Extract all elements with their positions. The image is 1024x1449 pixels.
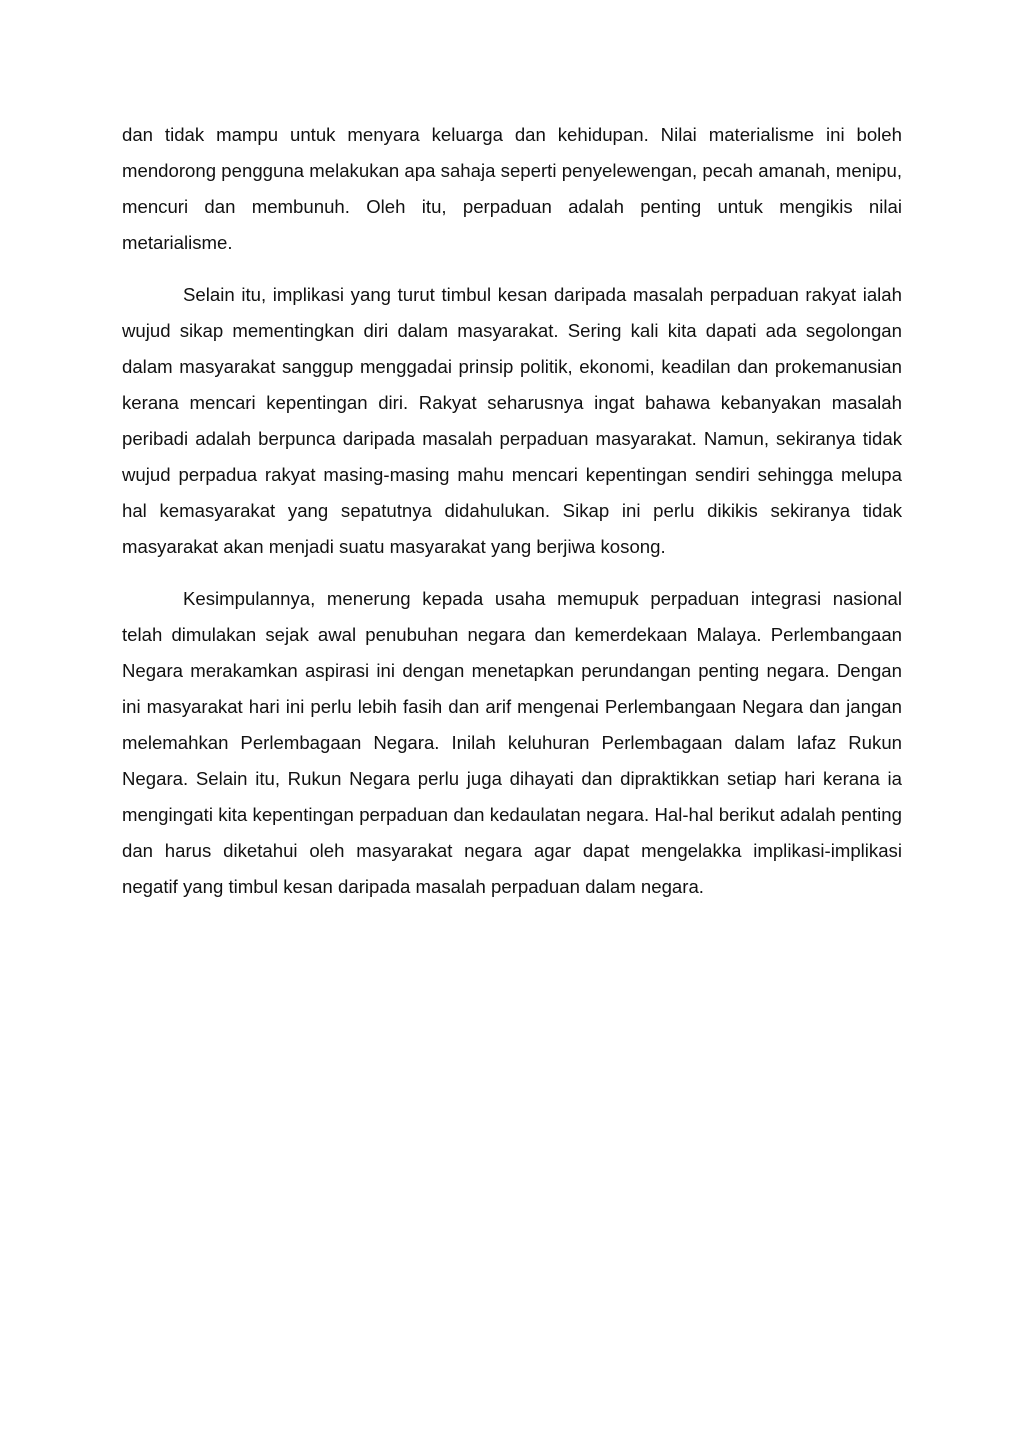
paragraph-implikasi: Selain itu, implikasi yang turut timbul kesan daripada masalah perpaduan rakyat ialah wujud sikap mementingkan diri dalam masyarakat. Sering kali kita dapati ada segolongan dalam masyarakat sanggup menggadai prinsip politik, ekonomi, keadilan dan prokemanusian kerana mencari kepentingan diri. Rakyat seharusnya ingat bahawa kebanyakan masalah peribadi adalah berpunca daripada masalah perpaduan masyarakat. Namun, sekiranya tidak wujud perpadua rakyat masing-masing mahu mencari kepentingan sendiri sehingga melupa hal kemasyarakat yang sepatutnya didahulukan. Sikap ini perlu dikikis sekiranya tidak masyarakat akan menjadi suatu masyarakat yang berjiwa kosong. [122,284,902,557]
paragraph-kesimpulan: Kesimpulannya, menerung kepada usaha memupuk perpaduan integrasi nasional telah dimulakan sejak awal penubuhan negara dan kemerdekaan Malaya. Perlembangaan Negara merakamkan aspirasi ini dengan menetapkan perundangan penting negara. Dengan ini masyarakat hari ini perlu lebih fasih dan arif mengenai Perlembangaan Negara dan jangan melemahkan Perlembagaan Negara. Inilah keluhuran Perlembagaan dalam lafaz Rukun Negara. Selain itu, Rukun Negara perlu juga dihayati dan dipraktikkan setiap hari kerana ia mengingati kita kepentingan perpaduan dan kedaulatan negara. Hal-hal berikut adalah penting dan harus diketahui oleh masyarakat negara agar dapat mengelakka implikasi-implikasi negatif yang timbul kesan daripada masalah perpaduan dalam negara. [122,588,902,897]
paragraph-continuation: dan tidak mampu untuk menyara keluarga dan kehidupan. Nilai materialisme ini boleh mendorong pengguna melakukan apa sahaja seperti penyelewengan, pecah amanah, menipu, mencuri dan membunuh. Oleh itu, perpaduan adalah penting untuk mengikis nilai metarialisme. [122,124,902,253]
document-body [122,117,902,921]
